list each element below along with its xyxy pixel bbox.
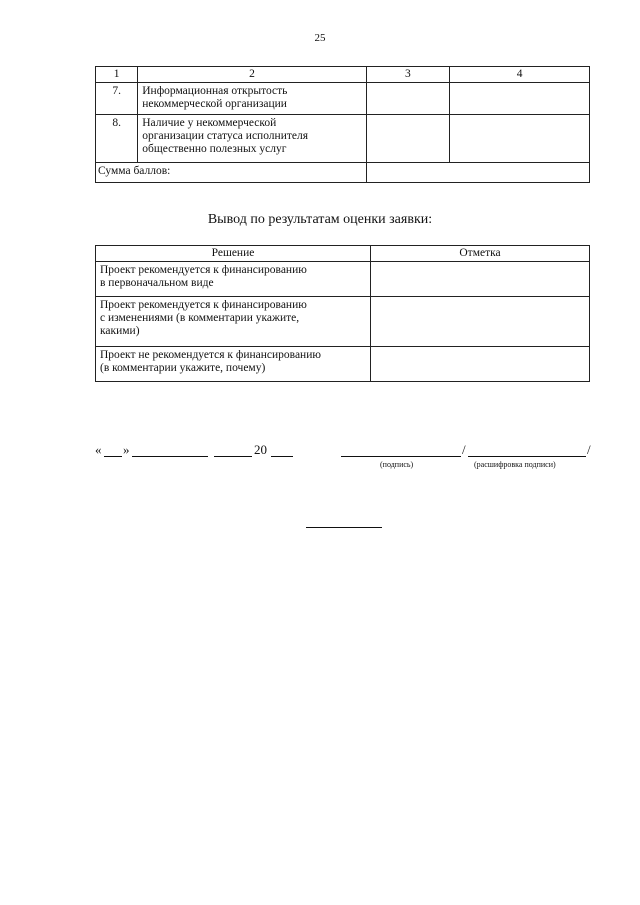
mark-cell[interactable] — [371, 297, 590, 347]
conclusion-title: Вывод по результатам оценки заявки: — [207, 212, 433, 227]
day-line[interactable] — [104, 456, 122, 457]
table-row — [96, 262, 590, 297]
score-cell[interactable] — [366, 115, 450, 163]
header-cell: Решение — [96, 246, 371, 262]
signature-caption: (подпись) — [380, 460, 414, 469]
decision-line: какими) — [100, 325, 140, 337]
total-value-cell[interactable] — [366, 163, 589, 183]
score-cell[interactable] — [366, 83, 450, 115]
decode-caption: (расшифровка подписи) — [474, 460, 556, 469]
criterion-line: общественно полезных услуг — [142, 143, 287, 155]
table-row — [96, 115, 590, 163]
total-label: Сумма баллов: — [96, 163, 367, 183]
decision-line: в первоначальном виде — [100, 277, 214, 289]
scores-table — [95, 66, 590, 183]
table-row — [96, 297, 590, 347]
table-row — [96, 83, 590, 115]
header-cell: 2 — [138, 67, 366, 83]
decision-line: Проект рекомендуется к финансированию — [100, 264, 307, 276]
comment-cell[interactable] — [450, 83, 590, 115]
decision-cell — [96, 262, 371, 297]
table-header-row — [96, 67, 590, 83]
comment-cell[interactable] — [450, 115, 590, 163]
decision-cell — [96, 297, 371, 347]
criterion-cell — [138, 115, 366, 163]
slash-separator: / — [462, 442, 466, 457]
header-cell: 1 — [96, 67, 138, 83]
criterion-cell — [138, 83, 366, 115]
end-divider — [306, 527, 382, 528]
mark-cell[interactable] — [371, 347, 590, 382]
header-cell: 3 — [366, 67, 450, 83]
open-quote: « — [95, 442, 102, 457]
decision-table — [95, 245, 590, 382]
decision-line: с изменениями (в комментарии укажите, — [100, 312, 300, 324]
header-cell: 4 — [450, 67, 590, 83]
mark-cell[interactable] — [371, 262, 590, 297]
criterion-line: некоммерческой организации — [142, 98, 287, 110]
year-prefix: 20 — [254, 442, 267, 457]
slash-separator: / — [587, 442, 591, 457]
decision-line: Проект не рекомендуется к финансированию — [100, 349, 321, 361]
row-number: 8. — [96, 115, 138, 163]
year-line[interactable] — [271, 456, 293, 457]
close-quote: » — [123, 442, 130, 457]
decode-line[interactable] — [468, 456, 586, 457]
table-header-row — [96, 246, 590, 262]
header-cell: Отметка — [371, 246, 590, 262]
criterion-line: Информационная открытость — [142, 85, 288, 97]
month-line[interactable] — [132, 456, 208, 457]
table-row — [96, 347, 590, 382]
decision-line: Проект рекомендуется к финансированию — [100, 299, 307, 311]
criterion-line: Наличие у некоммерческой — [142, 117, 277, 129]
total-row — [96, 163, 590, 183]
decision-line: (в комментарии укажите, почему) — [100, 362, 266, 374]
month-line-2[interactable] — [214, 456, 252, 457]
decision-cell — [96, 347, 371, 382]
row-number: 7. — [96, 83, 138, 115]
page-number: 25 — [314, 32, 326, 44]
criterion-line: организации статуса исполнителя — [142, 130, 309, 142]
signature-line[interactable] — [341, 456, 461, 457]
